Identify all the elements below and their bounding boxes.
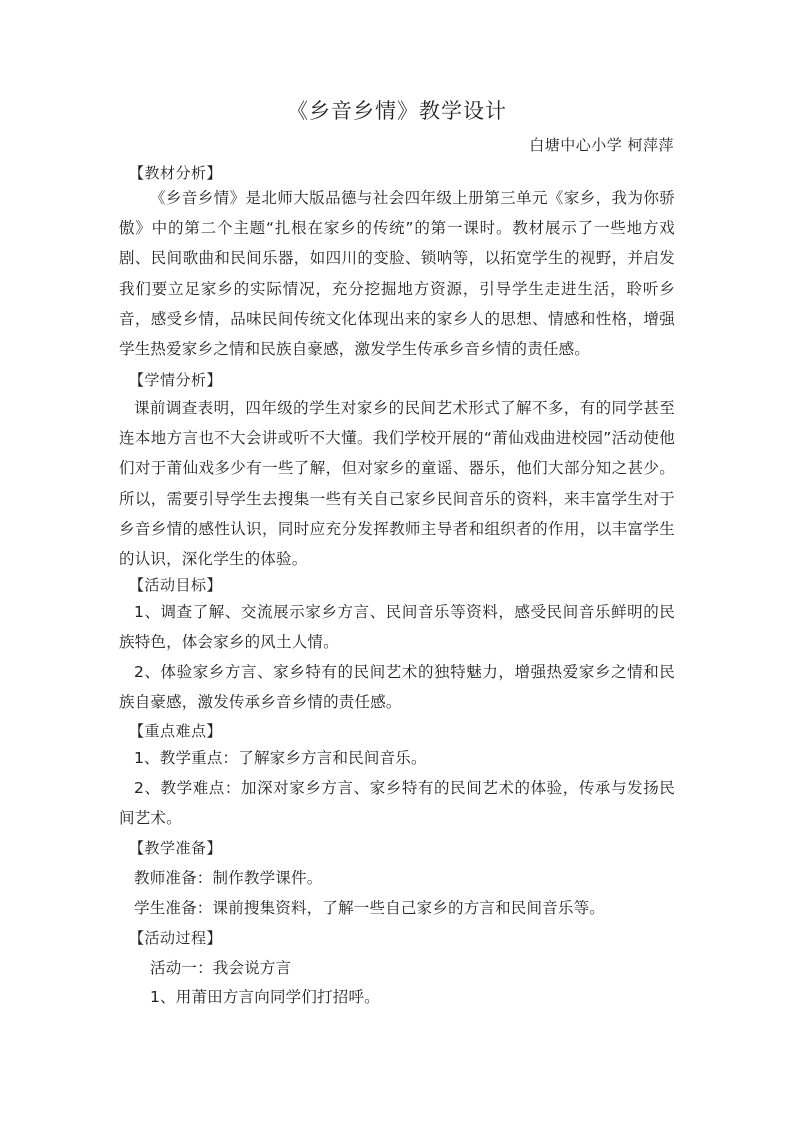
activity-one-step-1: 1、用莆田方言向同学们打招呼。 <box>150 988 380 1006</box>
heading-activity-process: 【活动过程】 <box>129 929 223 947</box>
key-point-item-1: 1、教学重点：了解家乡方言和民间音乐。 <box>134 749 427 767</box>
heading-teaching-prep: 【教学准备】 <box>129 839 223 857</box>
paragraph-textbook-analysis: 《乡音乡情》是北师大版品德与社会四年级上册第三单元《家乡，我为你骄傲》中的第二个主题“扎根在家乡的传统”的第一课时。教材展示了一些地方戏剧、民间歌曲和民间乐器，如四川的变脸、锁呐等，以拓宽学生的视野，并启发我们要立足家乡的实际情况，充分挖掘地方资源，引导学生走进生活，聆听乡音，感受乡情，品味民间传统文化体现出来的家乡人的思想、情感和性格，增强学生热爱家乡之情和民族自豪感，激发学生传承乡音乡情的责任感。 <box>119 189 675 359</box>
goal-item-2: 2、体验家乡方言、家乡特有的民间艺术的独特魅力，增强热爱家乡之情和民族自豪感，激发传承乡音乡情的责任感。 <box>119 663 675 712</box>
teacher-prep-line: 教师准备：制作教学课件。 <box>134 869 323 887</box>
heading-key-points: 【重点难点】 <box>129 722 223 740</box>
paragraph-student-analysis: 课前调查表明，四年级的学生对家乡的民间艺术形式了解不多，有的同学甚至连本地方言也不大会讲或听不大懂。我们学校开展的“莆仙戏曲进校园”活动使他们对于莆仙戏多少有一些了解，但对家乡的童谣、器乐，他们大部分知之甚少。所以，需要引导学生去搜集一些有关自己家乡民间音乐的资料，来丰富学生对于乡音乡情的感性认识，同时应充分发挥教师主导者和组织者的作用，以丰富学生的认识，深化学生的体验。 <box>119 399 675 569</box>
student-prep-line: 学生准备：课前搜集资料，了解一些自己家乡的方言和民间音乐等。 <box>134 899 606 917</box>
goal-item-1: 1、调查了解、交流展示家乡方言、民间音乐等资料，感受民间音乐鲜明的民族特色，体会家乡的风土人情。 <box>119 603 675 652</box>
heading-activity-goals: 【活动目标】 <box>129 576 223 594</box>
heading-textbook-analysis: 【教材分析】 <box>129 164 223 182</box>
key-point-item-2: 2、教学难点：加深对家乡方言、家乡特有的民间艺术的体验，传承与发扬民间艺术。 <box>119 779 675 828</box>
heading-student-analysis: 【学情分析】 <box>129 371 223 389</box>
document-title: 《乡音乡情》教学设计 <box>287 99 507 123</box>
activity-one-title: 活动一：我会说方言 <box>150 959 292 977</box>
author-line: 白塘中心小学 柯萍萍 <box>529 136 674 154</box>
